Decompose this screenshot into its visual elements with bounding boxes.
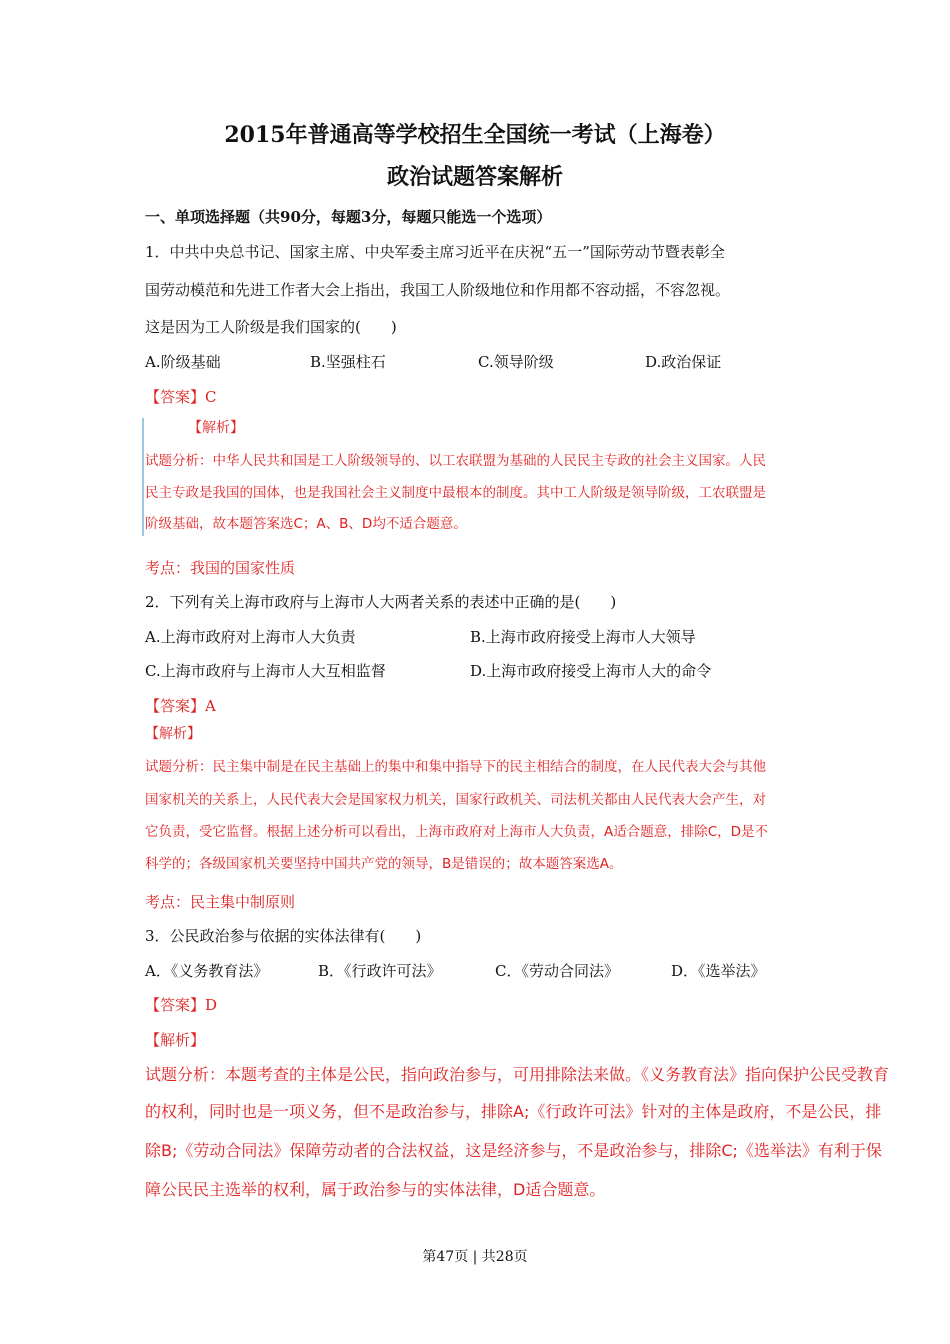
q1-option-a: A.阶级基础 bbox=[145, 353, 221, 371]
q1-stem-line2: 国劳动模范和先进工作者大会上指出，我国工人阶级地位和作用都不容动摇，不容忽视。 bbox=[145, 281, 731, 299]
document-title-line2: 政治试题答案解析 bbox=[386, 164, 563, 190]
section-heading: 一、单项选择题（共90分，每题3分，每题只能选一个选项） bbox=[145, 208, 552, 226]
q3-option-a: A．《义务教育法》 bbox=[145, 962, 269, 980]
q3-option-c: C．《劳动合同法》 bbox=[495, 962, 619, 980]
q3-stem: 3．公民政治参与依据的实体法律有( ) bbox=[145, 927, 422, 945]
q1-kaodian: 考点：我国的国家性质 bbox=[145, 559, 296, 577]
q1-stem-line3: 这是因为工人阶级是我们国家的( ) bbox=[145, 318, 397, 336]
q1-option-d: D.政治保证 bbox=[645, 353, 722, 371]
q2-answer: 【答案】A bbox=[145, 697, 216, 715]
page-footer: 第47页 | 共28页 bbox=[422, 1249, 528, 1265]
q2-stem: 2．下列有关上海市政府与上海市人大两者关系的表述中正确的是( ) bbox=[145, 593, 617, 611]
q1-option-b: B.坚强柱石 bbox=[310, 353, 386, 371]
q3-analysis-line1: 试题分析：本题考查的主体是公民，指向政治参与，可用排除法来做。《义务教育法》指向保护公民受教育 bbox=[145, 1065, 890, 1084]
q1-option-c: C.领导阶级 bbox=[478, 353, 554, 371]
q2-option-b: B.上海市政府接受上海市人大领导 bbox=[470, 628, 696, 646]
q2-analysis-line2: 国家机关的关系上，人民代表大会是国家权力机关，国家行政机关、司法机关都由人民代表大会产生，对 bbox=[145, 792, 766, 808]
q1-analysis-label: 【解析】 bbox=[188, 420, 244, 436]
q2-analysis-line3: 它负责，受它监督。根据上述分析可以看出，上海市政府对上海市人大负责，A适合题意，排除C，D是不 bbox=[145, 824, 769, 840]
document-title-line1: 2015年普通高等学校招生全国统一考试（上海卷） bbox=[224, 122, 726, 148]
q3-option-b: B．《行政许可法》 bbox=[318, 962, 442, 980]
q2-option-c: C.上海市政府与上海市人大互相监督 bbox=[145, 662, 386, 680]
q1-analysis-line1: 试题分析：中华人民共和国是工人阶级领导的、以工农联盟为基础的人民民主专政的社会主义国家。人民 bbox=[145, 453, 766, 469]
q1-analysis-line3: 阶级基础，故本题答案选C；A、B、D均不适合题意。 bbox=[145, 516, 467, 532]
q3-option-d: D．《选举法》 bbox=[671, 962, 766, 980]
q2-analysis-line4: 科学的；各级国家机关要坚持中国共产党的领导，B是错误的；故本题答案选A。 bbox=[145, 856, 623, 872]
q3-analysis-line3: 除B;《劳动合同法》保障劳动者的合法权益，这是经济参与，不是政治参与，排除C;《选举法》有利于保 bbox=[145, 1141, 882, 1160]
q3-analysis-line4: 障公民民主选举的权利，属于政治参与的实体法律，D适合题意。 bbox=[145, 1180, 606, 1199]
q1-stem-line1: 1．中共中央总书记、国家主席、中央军委主席习近平在庆祝“五一”国际劳动节暨表彰全 bbox=[145, 243, 725, 261]
q2-option-d: D.上海市政府接受上海市人大的命令 bbox=[470, 662, 712, 680]
q3-analysis-line2: 的权利，同时也是一项义务，但不是政治参与，排除A;《行政许可法》针对的主体是政府，不是公民，排 bbox=[145, 1102, 882, 1121]
q2-analysis-label: 【解析】 bbox=[145, 726, 201, 742]
analysis-margin-bar bbox=[142, 418, 144, 536]
q3-analysis-label: 【解析】 bbox=[145, 1031, 206, 1049]
q3-answer: 【答案】D bbox=[145, 996, 218, 1014]
q2-kaodian: 考点：民主集中制原则 bbox=[145, 893, 296, 911]
q1-analysis-line2: 民主专政是我国的国体，也是我国社会主义制度中最根本的制度。其中工人阶级是领导阶级，工农联盟是 bbox=[145, 485, 766, 501]
q2-option-a: A.上海市政府对上海市人大负责 bbox=[145, 628, 356, 646]
q2-analysis-line1: 试题分析：民主集中制是在民主基础上的集中和集中指导下的民主相结合的制度，在人民代表大会与其他 bbox=[145, 759, 766, 775]
q1-answer: 【答案】C bbox=[145, 388, 217, 406]
